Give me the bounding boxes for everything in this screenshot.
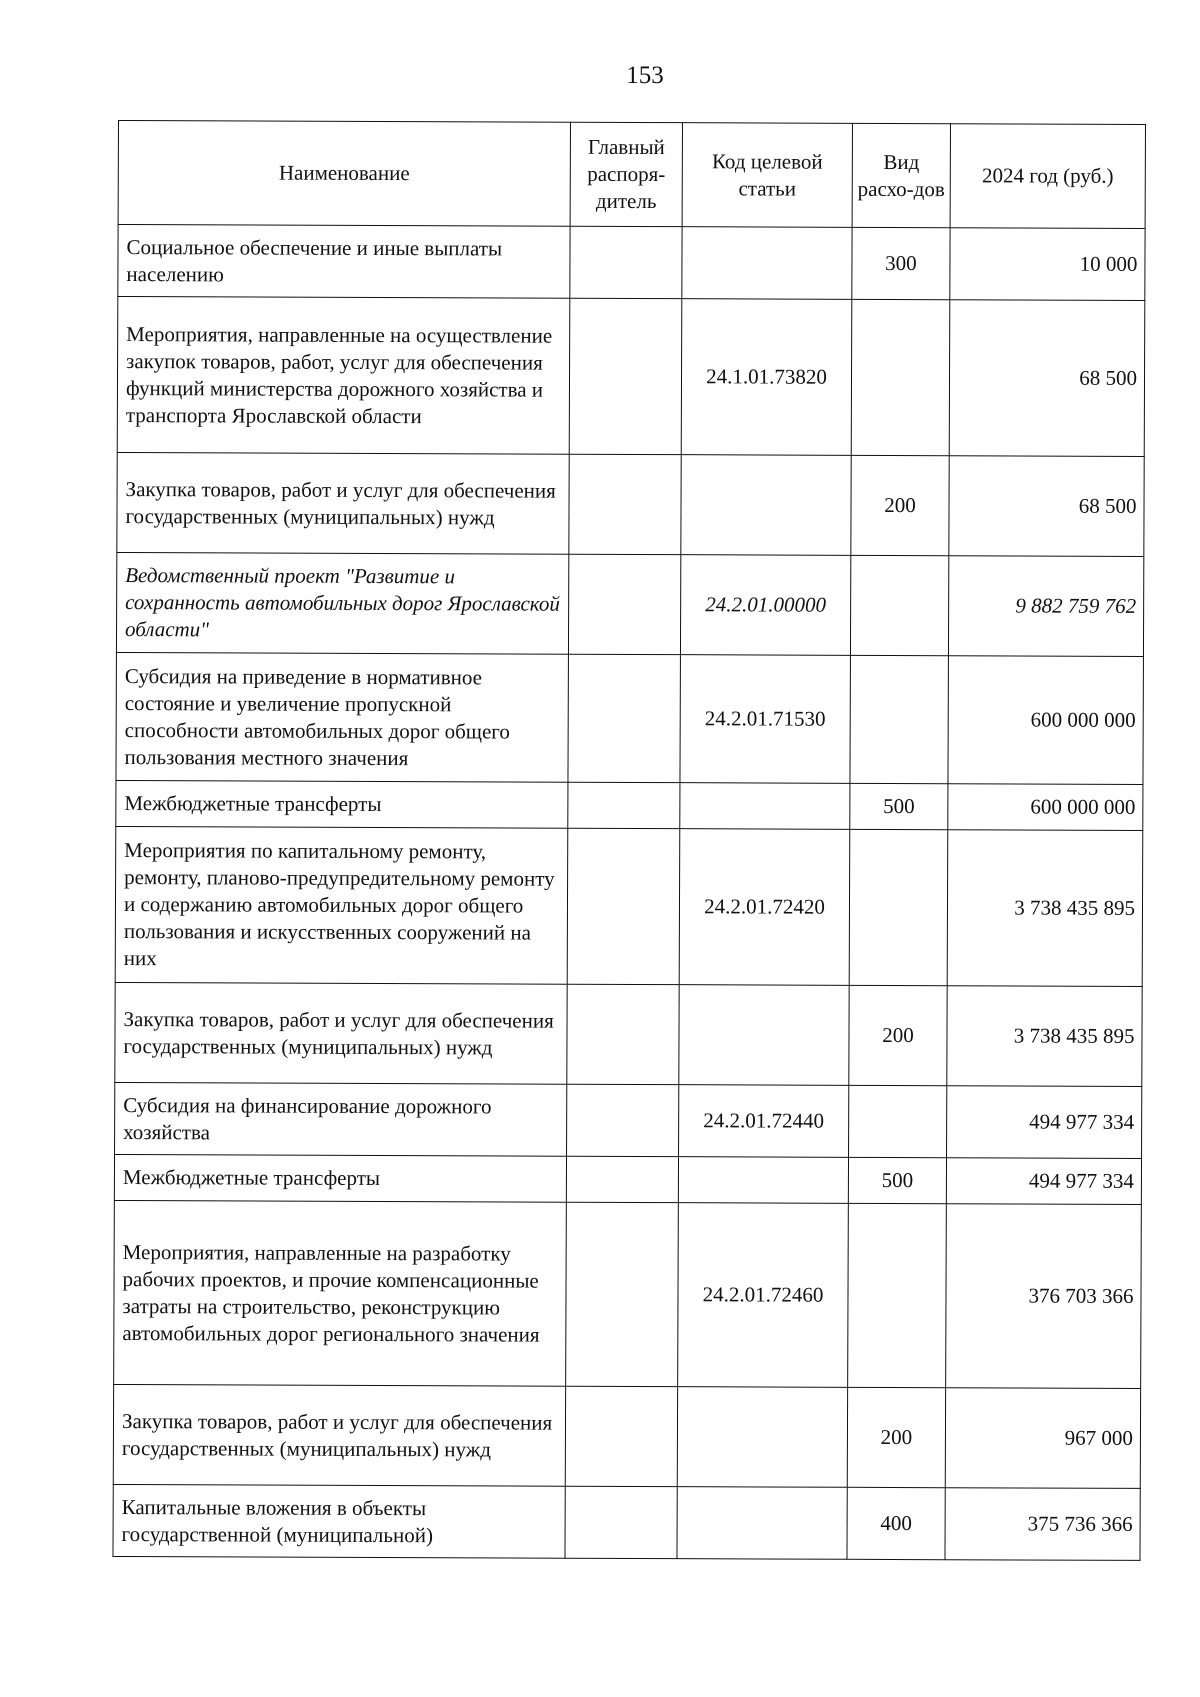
cell-amount: 494 977 334 xyxy=(946,1158,1141,1205)
cell-kind: 200 xyxy=(847,1387,945,1487)
cell-code: 24.2.01.72440 xyxy=(679,1085,849,1158)
header-kind: Вид расхо-дов xyxy=(852,123,950,227)
cell-name: Закупка товаров, работ и услуг для обеспечения государственных (муниципальных) нужд xyxy=(117,452,569,554)
cell-amount: 9 882 759 762 xyxy=(948,556,1143,657)
cell-amount: 68 500 xyxy=(949,300,1145,457)
cell-manager xyxy=(568,782,680,828)
cell-manager xyxy=(568,654,680,782)
table-row xyxy=(116,652,1143,784)
cell-kind xyxy=(849,1085,947,1157)
cell-name: Мероприятия, направленные на осуществление закупок товаров, работ, услуг для обеспечения функций министерства дорожного хозяйства и транспорта Ярославской области xyxy=(117,297,570,455)
cell-code xyxy=(682,227,852,300)
cell-name: Мероприятия, направленные на разработку рабочих проектов, и прочие компенсационные затраты на строительство, реконструкцию автомобильных дорог регионального значения xyxy=(114,1200,567,1386)
table-row xyxy=(113,1384,1140,1488)
table-row xyxy=(115,1082,1142,1158)
cell-amount: 375 736 366 xyxy=(945,1488,1140,1561)
cell-manager xyxy=(566,1156,678,1202)
cell-name: Мероприятия по капитальному ремонту, ремонту, планово-предупредительному ремонту и содержанию автомобильных дорог общего пользования и искусственных сооружений на них xyxy=(115,826,568,984)
cell-manager xyxy=(567,1084,679,1156)
cell-name: Ведомственный проект "Развитие и сохранность автомобильных дорог Ярославской области" xyxy=(116,552,568,654)
cell-kind xyxy=(848,1203,947,1387)
cell-manager xyxy=(569,298,682,454)
cell-name: Субсидия на приведение в нормативное состояние и увеличение пропускной способности автомобильных дорог общего пользования местного значения xyxy=(116,652,568,782)
cell-manager xyxy=(565,1386,677,1486)
cell-amount: 967 000 xyxy=(945,1388,1140,1489)
table-header-row xyxy=(118,121,1145,229)
table-row xyxy=(115,982,1142,1086)
cell-amount: 68 500 xyxy=(949,456,1144,557)
cell-code xyxy=(679,985,849,1086)
cell-code xyxy=(677,1487,847,1560)
cell-manager xyxy=(567,984,679,1084)
cell-code xyxy=(678,1157,848,1204)
cell-code: 24.2.01.72460 xyxy=(678,1203,849,1388)
header-name: Наименование xyxy=(118,121,570,227)
table-row xyxy=(118,225,1145,301)
cell-amount: 494 977 334 xyxy=(947,1086,1142,1159)
cell-code xyxy=(681,455,851,556)
table-row xyxy=(114,1200,1142,1388)
table-body xyxy=(113,225,1145,1561)
cell-manager xyxy=(570,226,682,298)
cell-manager xyxy=(566,1202,679,1386)
cell-manager xyxy=(567,828,680,984)
table-row xyxy=(117,452,1144,556)
cell-kind xyxy=(851,299,950,455)
cell-code xyxy=(680,783,850,830)
cell-name: Закупка товаров, работ и услуг для обеспечения государственных (муниципальных) нужд xyxy=(113,1384,565,1486)
cell-manager xyxy=(565,1486,677,1558)
cell-kind: 200 xyxy=(849,985,947,1085)
cell-kind: 400 xyxy=(847,1487,945,1559)
cell-amount: 3 738 435 895 xyxy=(947,986,1142,1087)
cell-amount: 376 703 366 xyxy=(946,1204,1142,1389)
cell-code: 24.2.01.72420 xyxy=(679,829,850,986)
cell-amount: 600 000 000 xyxy=(948,656,1143,785)
cell-code: 24.2.01.00000 xyxy=(680,555,850,656)
cell-amount: 3 738 435 895 xyxy=(947,830,1143,987)
cell-amount: 600 000 000 xyxy=(948,784,1143,831)
cell-kind: 500 xyxy=(848,1157,946,1203)
cell-name: Межбюджетные трансферты xyxy=(114,1154,566,1202)
table-row xyxy=(116,780,1143,830)
table-row xyxy=(115,826,1143,986)
cell-kind xyxy=(850,555,948,655)
table-row xyxy=(116,552,1143,656)
cell-name: Капитальные вложения в объекты государственной (муниципальной) xyxy=(113,1484,565,1558)
cell-kind xyxy=(849,829,948,985)
cell-kind xyxy=(850,655,948,783)
cell-amount: 10 000 xyxy=(950,228,1145,301)
header-manager: Главный распоря-дитель xyxy=(570,122,682,226)
cell-manager xyxy=(569,454,681,554)
header-code: Код целевой статьи xyxy=(682,123,852,228)
table-row xyxy=(113,1484,1140,1560)
table-row xyxy=(117,297,1145,457)
cell-code: 24.1.01.73820 xyxy=(681,299,852,456)
cell-kind: 500 xyxy=(850,783,948,829)
cell-code xyxy=(677,1387,847,1488)
table-row xyxy=(114,1154,1141,1204)
cell-kind: 200 xyxy=(851,455,949,555)
cell-name: Закупка товаров, работ и услуг для обеспечения государственных (муниципальных) нужд xyxy=(115,982,567,1084)
cell-kind: 300 xyxy=(852,227,950,299)
page-number: 153 xyxy=(626,62,664,89)
cell-manager xyxy=(568,554,680,654)
cell-name: Межбюджетные трансферты xyxy=(116,780,568,828)
cell-name: Субсидия на финансирование дорожного хозяйства xyxy=(115,1082,567,1156)
header-amount: 2024 год (руб.) xyxy=(950,124,1145,229)
cell-code: 24.2.01.71530 xyxy=(680,655,850,784)
cell-name: Социальное обеспечение и иные выплаты населению xyxy=(118,225,570,299)
budget-table xyxy=(112,120,1146,1561)
